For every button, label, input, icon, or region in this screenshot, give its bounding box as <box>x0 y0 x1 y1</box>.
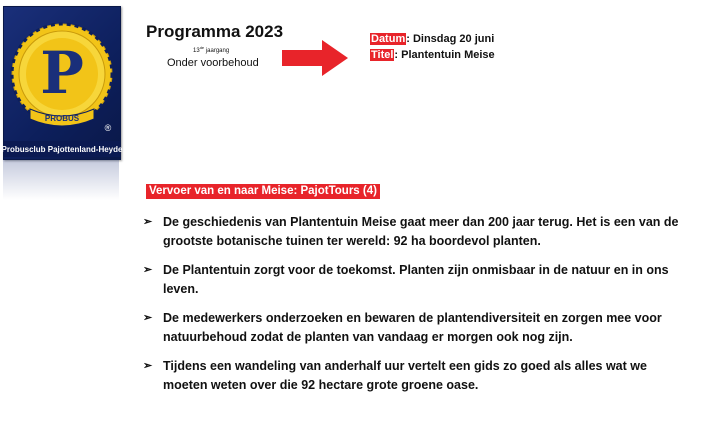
bullet-text: Tijdens een wandeling van anderhalf uur vertelt een gids zo goed als alles wat we moeten weten over die 92 hectare grote groene oase. <box>163 359 647 392</box>
title-value: : Plantentuin Meise <box>394 49 495 61</box>
program-edition <box>193 45 229 54</box>
edition-number: 13 <box>193 48 200 54</box>
logo-letter: P <box>40 39 84 107</box>
edition-word: jaargang <box>205 48 230 54</box>
date-line <box>370 33 494 45</box>
date-value: : Dinsdag 20 juni <box>406 33 495 45</box>
program-subtitle: Onder voorbehoud <box>167 57 259 69</box>
logo-wordmark: PROBUS <box>44 114 80 123</box>
logo-caption: Probusclub Pajottenland-Heyde <box>4 141 120 157</box>
transport-heading: Vervoer van en naar Meise: PajotTours (4) <box>146 184 380 199</box>
logo-reflection <box>3 160 119 200</box>
bullet-arrow-icon: ➢ <box>143 216 153 228</box>
bullet-arrow-icon: ➢ <box>143 360 153 372</box>
list-item <box>143 357 683 395</box>
bullet-text: De medewerkers onderzoeken en bewaren de plantendiversiteit en zorgen mee voor natuurbehoud zodat de planten van vandaag er morgen ook nog zijn. <box>163 311 662 344</box>
probus-emblem <box>4 7 120 141</box>
date-label: Datum <box>371 33 406 45</box>
bullet-arrow-icon: ➢ <box>143 312 153 324</box>
title-line <box>370 49 495 61</box>
bullet-text: De geschiedenis van Plantentuin Meise gaat meer dan 200 jaar terug. Het is een van de grootste botanische tuinen ter wereld: 92 ha boordevol planten. <box>163 215 679 248</box>
registered-mark: ® <box>104 123 112 133</box>
list-item <box>143 213 683 251</box>
program-title: Programma 2023 <box>146 22 284 41</box>
right-arrow-icon <box>282 40 348 76</box>
edition-suffix: de <box>199 45 205 50</box>
list-item <box>143 261 683 299</box>
list-item <box>143 309 683 347</box>
bullet-text: De Plantentuin zorgt voor de toekomst. Planten zijn onmisbaar in de natuur en in ons leven. <box>163 263 669 296</box>
bullet-arrow-icon: ➢ <box>143 264 153 276</box>
info-bullet-list <box>143 213 683 405</box>
probus-logo <box>3 6 121 160</box>
title-label: Titel <box>371 49 394 61</box>
